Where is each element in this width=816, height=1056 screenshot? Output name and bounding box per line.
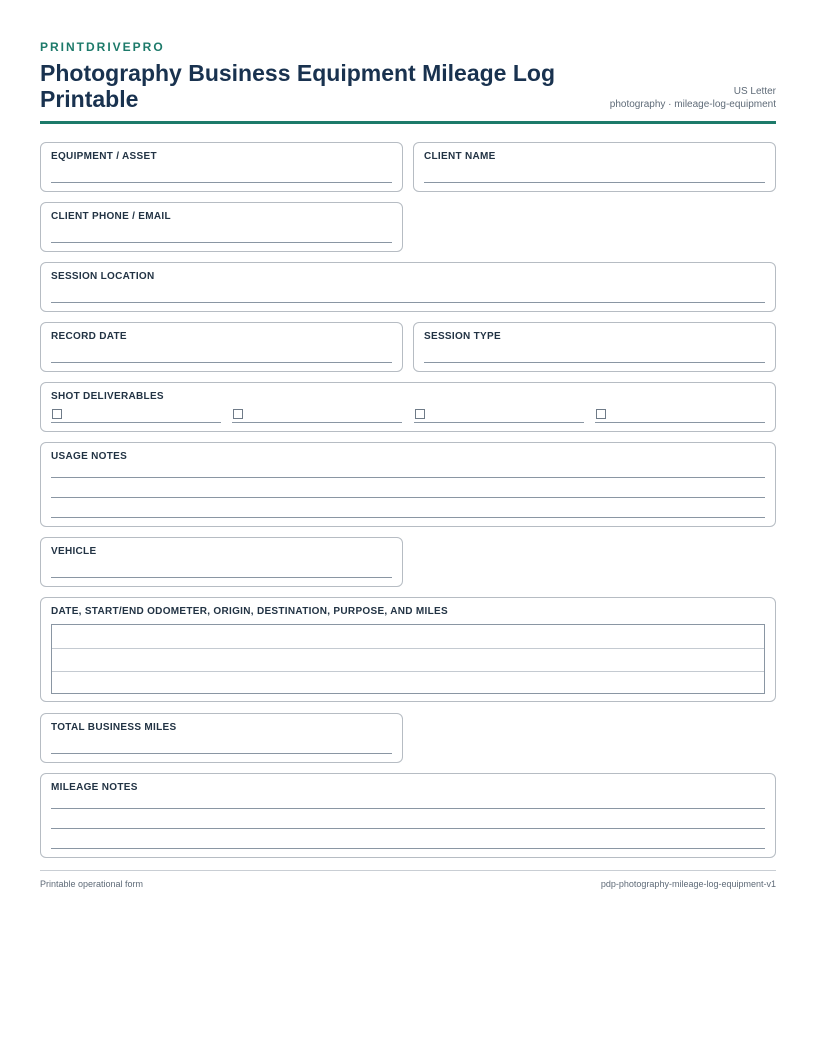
deliverable-checkbox-4[interactable] xyxy=(596,409,606,419)
mileage-notes-field xyxy=(40,773,776,858)
session-location-label: SESSION LOCATION xyxy=(51,271,155,282)
page-title: Photography Business Equipment Mileage Log Printable xyxy=(40,60,555,112)
session-type-field xyxy=(413,322,776,372)
table-row-divider xyxy=(52,648,764,649)
mileage-notes-label: MILEAGE NOTES xyxy=(51,782,138,793)
table-row-divider xyxy=(52,671,764,672)
vehicle-label: VEHICLE xyxy=(51,546,97,557)
usage-notes-label: USAGE NOTES xyxy=(51,451,128,462)
client-phone-email-input-line[interactable] xyxy=(51,242,392,243)
usage-notes-line-1[interactable] xyxy=(51,477,765,478)
trip-log-field xyxy=(40,597,776,702)
usage-notes-line-3[interactable] xyxy=(51,517,765,518)
paper-size: US Letter xyxy=(733,86,776,97)
deliverable-checkbox-3[interactable] xyxy=(415,409,425,419)
session-location-field xyxy=(40,262,776,312)
session-type-label: SESSION TYPE xyxy=(424,331,501,342)
equipment-asset-field xyxy=(40,142,403,192)
vehicle-input-line[interactable] xyxy=(51,577,392,578)
shot-deliverables-label: SHOT DELIVERABLES xyxy=(51,391,164,402)
client-name-field xyxy=(413,142,776,192)
total-business-miles-input-line[interactable] xyxy=(51,753,392,754)
footer-divider xyxy=(40,870,776,871)
record-date-field xyxy=(40,322,403,372)
vehicle-field xyxy=(40,537,403,587)
deliverable-checkbox-2[interactable] xyxy=(233,409,243,419)
record-date-input-line[interactable] xyxy=(51,362,392,363)
deliverable-checkbox-1[interactable] xyxy=(52,409,62,419)
session-location-input-line[interactable] xyxy=(51,302,765,303)
category-path: photography · mileage-log-equipment xyxy=(609,99,776,110)
trip-log-table[interactable] xyxy=(51,624,765,694)
client-name-label: CLIENT NAME xyxy=(424,151,496,162)
mileage-notes-line-1[interactable] xyxy=(51,808,765,809)
equipment-asset-input-line[interactable] xyxy=(51,182,392,183)
total-business-miles-field xyxy=(40,713,403,763)
mileage-notes-line-3[interactable] xyxy=(51,848,765,849)
equipment-asset-label: EQUIPMENT / ASSET xyxy=(51,151,157,162)
page-meta xyxy=(610,85,776,111)
deliverable-line-4[interactable] xyxy=(595,422,765,423)
usage-notes-field xyxy=(40,442,776,527)
total-business-miles-label: TOTAL BUSINESS MILES xyxy=(51,722,177,733)
brand-name: PRINTDRIVEPRO xyxy=(40,40,165,54)
client-phone-email-label: CLIENT PHONE / EMAIL xyxy=(51,211,171,222)
header-divider xyxy=(40,121,776,124)
session-type-input-line[interactable] xyxy=(424,362,765,363)
deliverable-line-2[interactable] xyxy=(232,422,402,423)
shot-deliverables-field xyxy=(40,382,776,432)
deliverable-line-1[interactable] xyxy=(51,422,221,423)
footer-form-id: pdp-photography-mileage-log-equipment-v1 xyxy=(600,879,776,889)
trip-log-label: DATE, START/END ODOMETER, ORIGIN, DESTINATION, PURPOSE, AND MILES xyxy=(51,606,448,617)
footer-description: Printable operational form xyxy=(40,879,144,889)
mileage-notes-line-2[interactable] xyxy=(51,828,765,829)
client-name-input-line[interactable] xyxy=(424,182,765,183)
usage-notes-line-2[interactable] xyxy=(51,497,765,498)
deliverable-line-3[interactable] xyxy=(414,422,584,423)
client-phone-email-field xyxy=(40,202,403,252)
record-date-label: RECORD DATE xyxy=(51,331,127,342)
